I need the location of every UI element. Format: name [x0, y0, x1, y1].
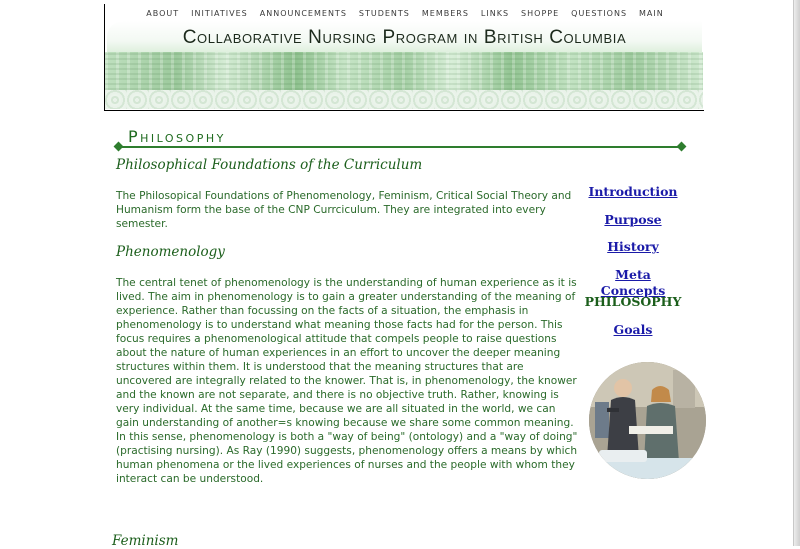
side-nav-meta-concepts-link[interactable]: Meta Concepts — [600, 266, 666, 298]
page-subtitle: Philosophical Foundations of the Curriculum — [116, 157, 423, 173]
side-nav-history-link[interactable]: History — [607, 239, 659, 255]
nav-questions-link[interactable]: QUESTIONS — [571, 9, 628, 18]
side-nav — [584, 184, 682, 350]
nav-announcements-link[interactable]: ANNOUNCEMENTS — [259, 9, 347, 18]
side-nav-goals-link[interactable]: Goals — [613, 321, 653, 337]
side-nav-philosophy-current: PHILOSOPHY — [584, 294, 682, 310]
top-nav — [105, 7, 705, 21]
section-heading-feminism: Feminism — [112, 533, 179, 549]
divider-dot-left — [114, 142, 124, 152]
title-band — [107, 21, 702, 54]
nav-main-link[interactable]: MAIN — [639, 9, 664, 18]
section-banner-heading: Philosophy — [128, 127, 226, 146]
nav-shoppe-link[interactable]: SHOPPE — [521, 9, 560, 18]
intro-paragraph: The Philosopical Foundations of Phenomenology, Feminism, Critical Social Theory and Humanism form the base of the CNP Currciculum. They are integrated into every semester. — [116, 190, 572, 230]
site-title: Collaborative Nursing Program in British Columbia — [182, 27, 627, 48]
nav-students-link[interactable]: STUDENTS — [358, 9, 410, 18]
nav-members-link[interactable]: MEMBERS — [421, 9, 469, 18]
nav-links-link[interactable]: LINKS — [480, 9, 510, 18]
heading-divider — [118, 146, 682, 148]
site-banner — [104, 4, 704, 111]
nav-about-link[interactable]: ABOUT — [146, 9, 180, 18]
students-photo-illustration — [589, 362, 706, 479]
phenomenology-paragraph: The central tenet of phenomenology is the understanding of human experience as it is lived. The aim in phenomenology is to gain a greater understanding of the meaning of experience. Rather than focussing on the facts of a situation, the emphasis in phenomenology is to understand what meaning those facts had for the person. This focus requires a phenomenological attitude that compels people to raise questions about the nature of human experiences in an effort to uncover the deeper meaning structures within them. It is understood that the meaning structures that are uncovered are integrally related to the knower. That is, in phenomenology, the knower and the known are not separate, and there is no objective truth. Rather, knowing is very individual. At the same time, because we are all situated in the world, we can gain understanding of another=s knowing because we share some common meaning. In this sense, phenomenology is both a "way of being" (ontology) and a "way of doing" (practising nursing). As Ray (1990) suggests, phenomenology offers a means by which human phenomena or the lived experiences of nurses and the people with whom they interact can be understood. — [116, 277, 578, 485]
nav-initiatives-link[interactable]: INITIATIVES — [191, 9, 248, 18]
students-photo — [589, 362, 706, 479]
side-nav-purpose-link[interactable]: Purpose — [604, 211, 662, 227]
banner-photo-collage — [105, 52, 703, 90]
side-nav-introduction-link[interactable]: Introduction — [588, 184, 678, 199]
banner-texture-strip — [105, 90, 703, 109]
window-scrollbar-edge[interactable] — [793, 0, 800, 546]
divider-dot-right — [677, 142, 687, 152]
section-heading-phenomenology: Phenomenology — [116, 244, 225, 260]
